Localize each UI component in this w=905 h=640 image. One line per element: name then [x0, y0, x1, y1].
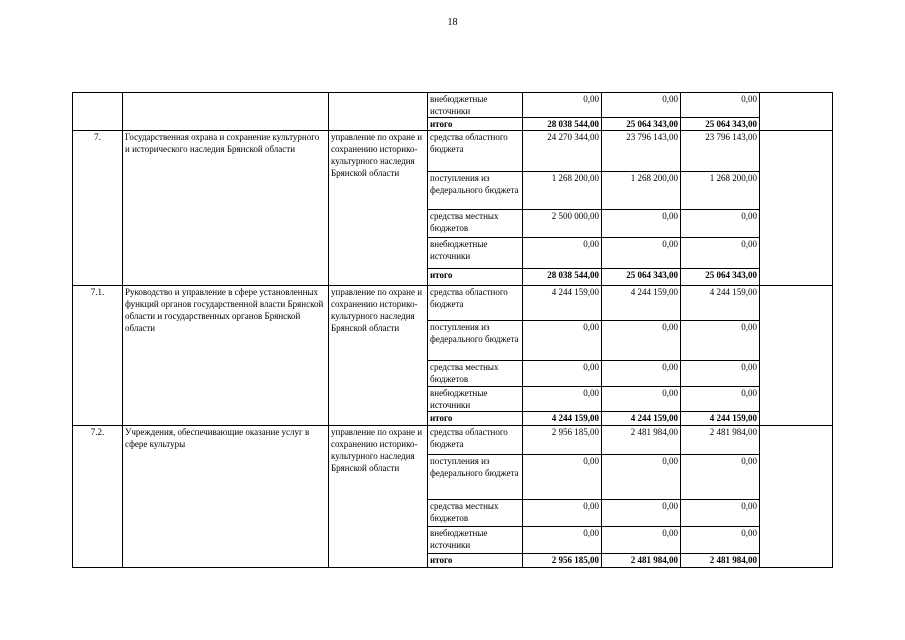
amount-year-2: 2 481 984,00 [602, 426, 681, 455]
amount-year-3: 0,00 [681, 361, 760, 387]
empty-cell [760, 93, 833, 131]
executor-cell [329, 93, 428, 131]
funding-source: средства областного бюджета [428, 286, 523, 321]
amount-year-3: 1 268 200,00 [681, 172, 760, 210]
measure-name-cell: Учреждения, обеспечивающие оказание услуг в сфере культуры [123, 426, 329, 568]
amount-year-2: 0,00 [602, 361, 681, 387]
amount-year-1: 2 956 185,00 [523, 426, 602, 455]
executor-cell: управление по охране и сохранению историко-культурного наследия Брянской области [329, 286, 428, 426]
amount-year-1: 2 956 185,00 [523, 554, 602, 568]
row-number-cell [73, 93, 123, 131]
amount-year-1: 0,00 [523, 238, 602, 269]
amount-year-2: 25 064 343,00 [602, 269, 681, 286]
amount-year-1: 24 270 344,00 [523, 131, 602, 172]
empty-cell [760, 131, 833, 286]
amount-year-2: 1 268 200,00 [602, 172, 681, 210]
row-number-cell: 7.1. [73, 286, 123, 426]
amount-year-1: 1 268 200,00 [523, 172, 602, 210]
amount-year-3: 0,00 [681, 387, 760, 412]
table-row [73, 286, 833, 321]
funding-source: внебюджетные источники [428, 387, 523, 412]
table-row [73, 131, 833, 172]
amount-year-3: 0,00 [681, 455, 760, 500]
amount-year-3: 0,00 [681, 500, 760, 527]
amount-year-2: 25 064 343,00 [602, 118, 681, 131]
table-row [73, 426, 833, 455]
executor-cell: управление по охране и сохранению историко-культурного наследия Брянской области [329, 131, 428, 286]
amount-year-3: 0,00 [681, 321, 760, 361]
funding-source-total: итого [428, 269, 523, 286]
amount-year-3: 0,00 [681, 210, 760, 238]
funding-source-total: итого [428, 412, 523, 426]
amount-year-1: 28 038 544,00 [523, 118, 602, 131]
table-row [73, 93, 833, 118]
amount-year-2: 0,00 [602, 321, 681, 361]
amount-year-2: 0,00 [602, 527, 681, 554]
empty-cell [760, 286, 833, 426]
funding-source: средства местных бюджетов [428, 210, 523, 238]
funding-source: внебюджетные источники [428, 93, 523, 118]
funding-source: средства местных бюджетов [428, 361, 523, 387]
amount-year-1: 4 244 159,00 [523, 412, 602, 426]
row-number-cell: 7. [73, 131, 123, 286]
executor-cell: управление по охране и сохранению историко-культурного наследия Брянской области [329, 426, 428, 568]
amount-year-1: 0,00 [523, 527, 602, 554]
amount-year-2: 2 481 984,00 [602, 554, 681, 568]
amount-year-3: 4 244 159,00 [681, 286, 760, 321]
amount-year-3: 0,00 [681, 238, 760, 269]
amount-year-3: 25 064 343,00 [681, 269, 760, 286]
measure-name-cell [123, 93, 329, 131]
amount-year-2: 0,00 [602, 210, 681, 238]
amount-year-2: 4 244 159,00 [602, 286, 681, 321]
amount-year-3: 0,00 [681, 93, 760, 118]
amount-year-2: 4 244 159,00 [602, 412, 681, 426]
amount-year-1: 0,00 [523, 500, 602, 527]
amount-year-2: 0,00 [602, 387, 681, 412]
amount-year-3: 2 481 984,00 [681, 554, 760, 568]
amount-year-1: 0,00 [523, 455, 602, 500]
amount-year-1: 4 244 159,00 [523, 286, 602, 321]
amount-year-2: 0,00 [602, 500, 681, 527]
amount-year-3: 2 481 984,00 [681, 426, 760, 455]
amount-year-2: 0,00 [602, 455, 681, 500]
amount-year-3: 0,00 [681, 527, 760, 554]
funding-source: поступления из федерального бюджета [428, 321, 523, 361]
funding-source: поступления из федерального бюджета [428, 172, 523, 210]
amount-year-1: 0,00 [523, 387, 602, 412]
amount-year-1: 0,00 [523, 93, 602, 118]
row-number-cell: 7.2. [73, 426, 123, 568]
amount-year-1: 28 038 544,00 [523, 269, 602, 286]
funding-source: средства областного бюджета [428, 426, 523, 455]
funding-source-total: итого [428, 118, 523, 131]
funding-source: средства областного бюджета [428, 131, 523, 172]
amount-year-2: 0,00 [602, 238, 681, 269]
funding-source: внебюджетные источники [428, 527, 523, 554]
amount-year-3: 25 064 343,00 [681, 118, 760, 131]
empty-cell [760, 426, 833, 568]
amount-year-2: 23 796 143,00 [602, 131, 681, 172]
amount-year-1: 2 500 000,00 [523, 210, 602, 238]
funding-source: внебюджетные источники [428, 238, 523, 269]
page-number: 18 [447, 17, 458, 28]
funding-source: поступления из федерального бюджета [428, 455, 523, 500]
measure-name-cell: Государственная охрана и сохранение культурного и исторического наследия Брянской области [123, 131, 329, 286]
amount-year-1: 0,00 [523, 361, 602, 387]
budget-table [72, 92, 833, 568]
amount-year-3: 23 796 143,00 [681, 131, 760, 172]
funding-source: средства местных бюджетов [428, 500, 523, 527]
amount-year-2: 0,00 [602, 93, 681, 118]
amount-year-3: 4 244 159,00 [681, 412, 760, 426]
measure-name-cell: Руководство и управление в сфере установленных функций органов государственной власти Брянской области и государственных органов Брянской области [123, 286, 329, 426]
funding-source-total: итого [428, 554, 523, 568]
amount-year-1: 0,00 [523, 321, 602, 361]
